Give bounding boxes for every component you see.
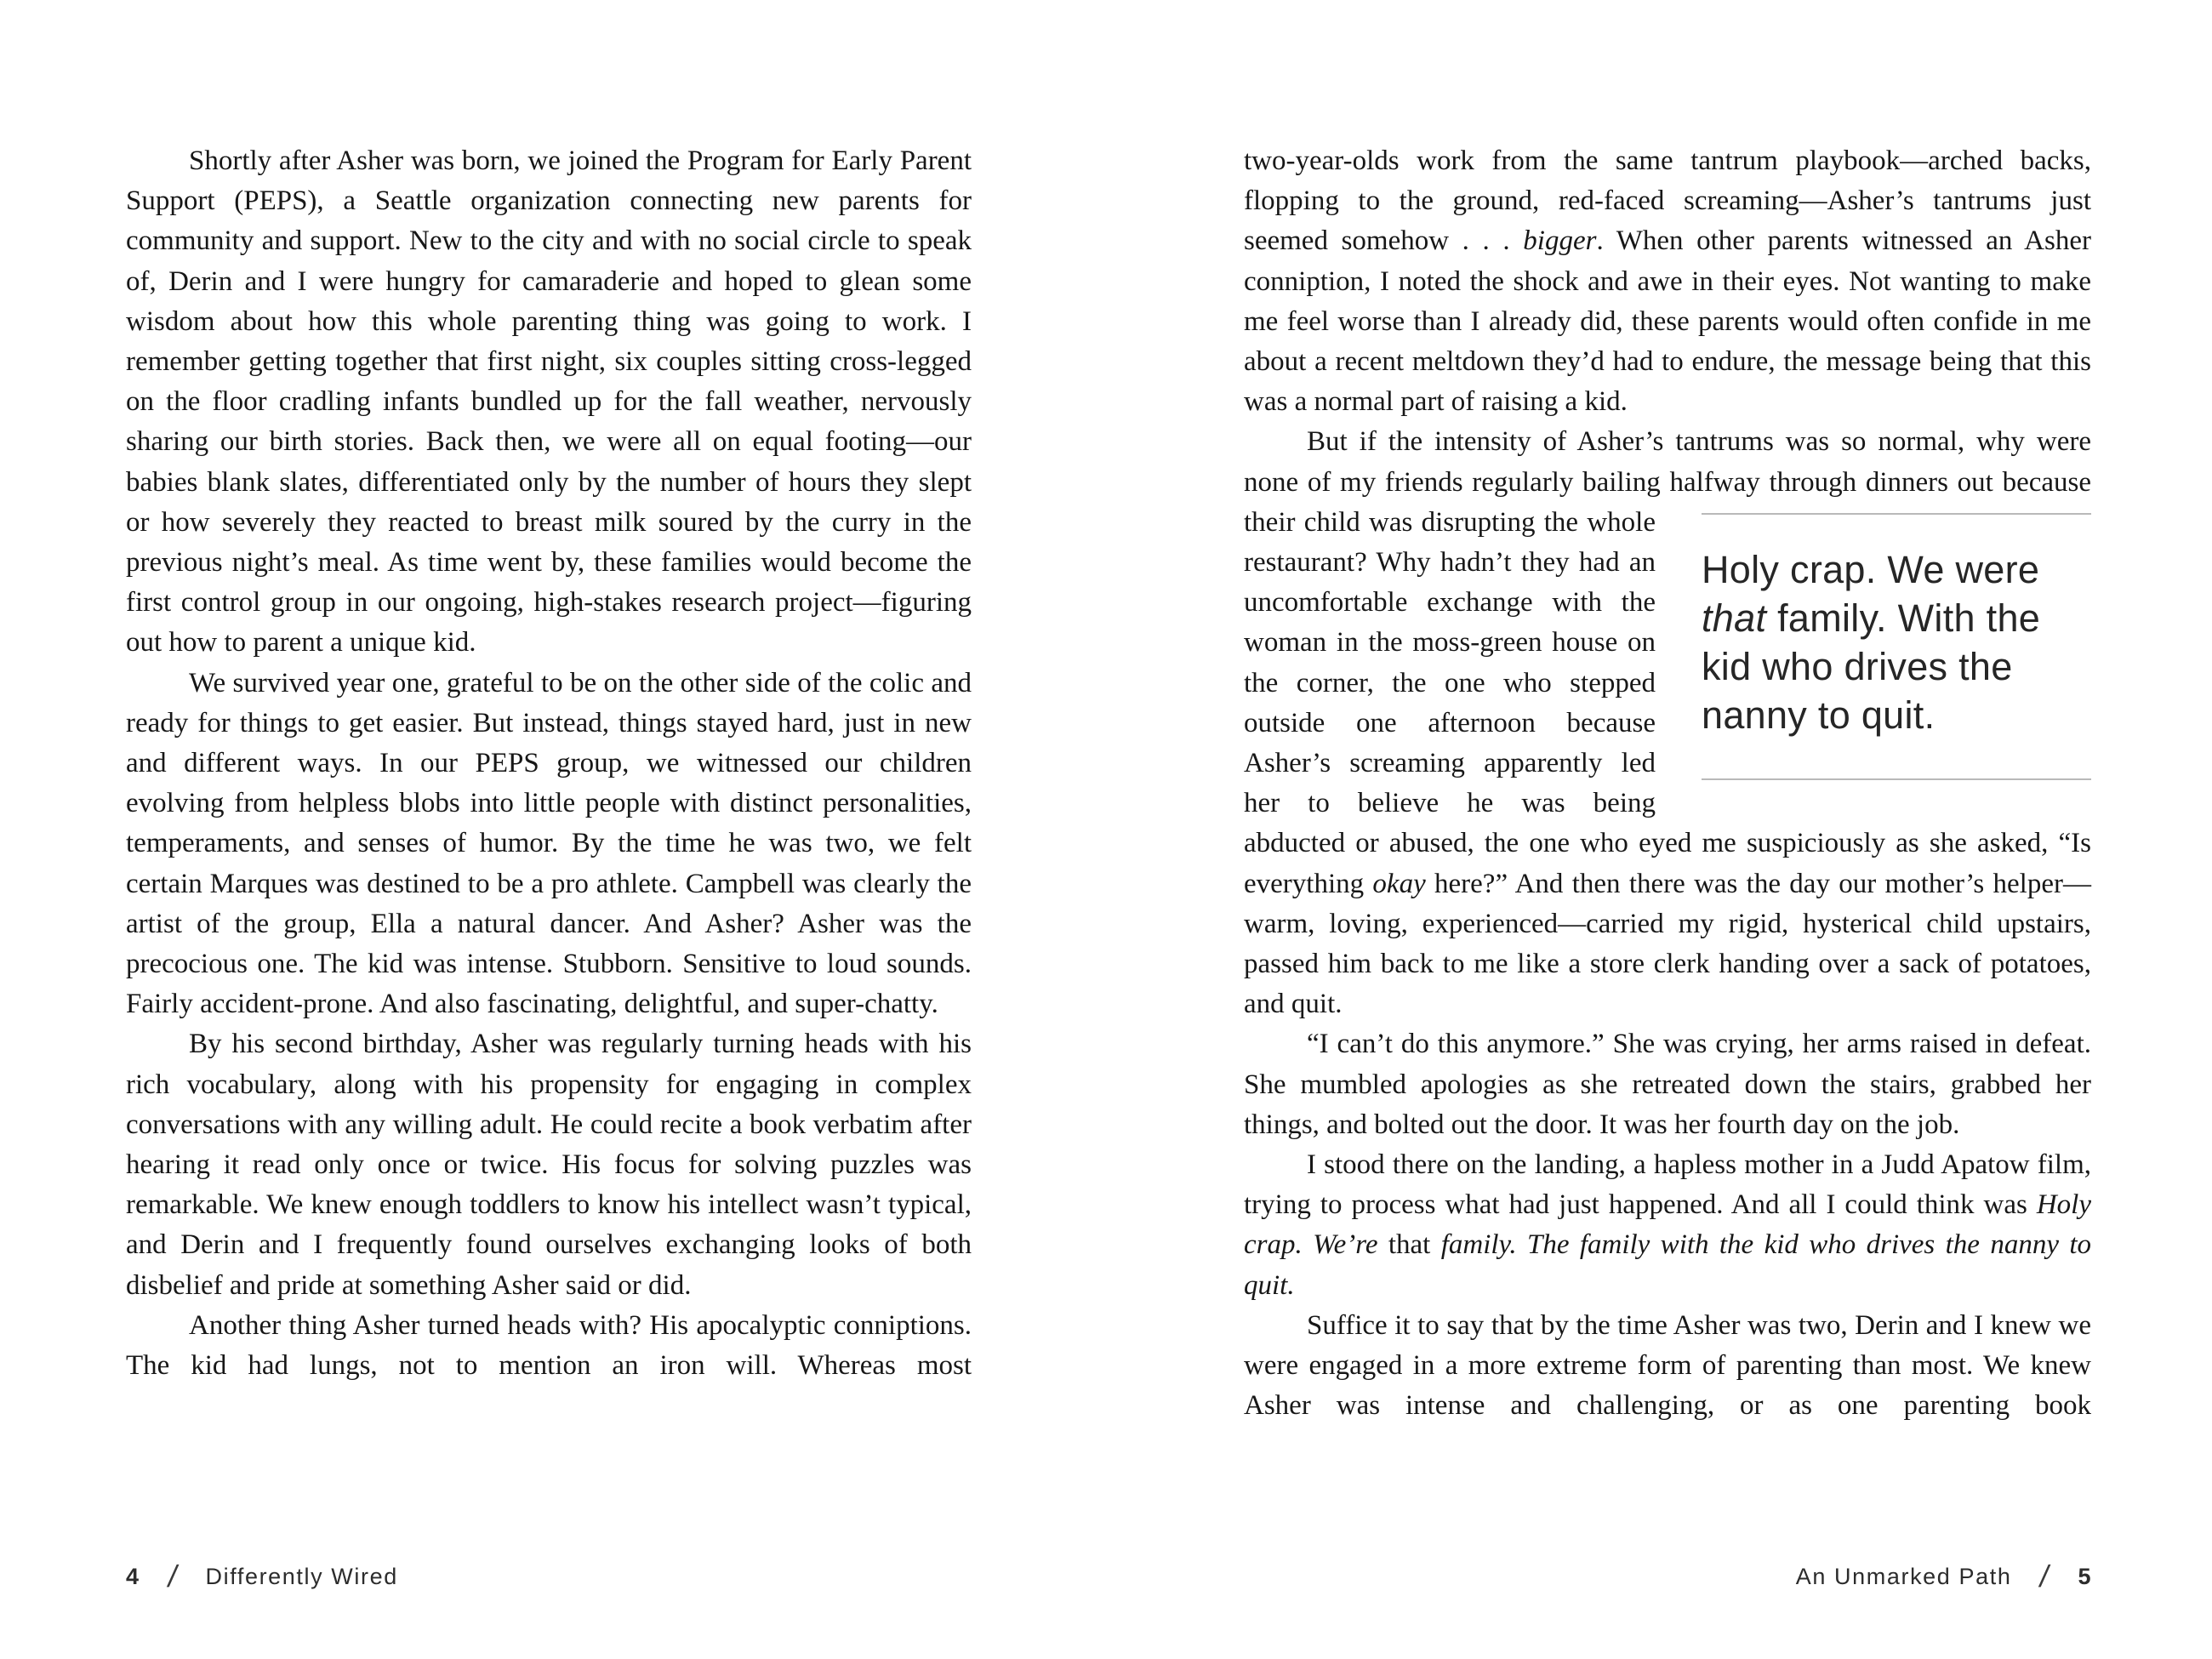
footer-right <box>1796 1560 2091 1593</box>
paragraph-text-segment: because their child was disrupting the whole restaurant? Why hadn’t they had an uncomfortable exchange with the woman in the moss-green house on the corner, the one who stepped outside one afternoon because Asher’s screaming apparently led her to believe he was being abducted or abused, the one who eyed me suspiciously as she asked, “Is everything okay here?” And then there was the day our mother’s helper—warm, loving, experienced—carried my rigid, hysterical child upstairs, passed him back to me like a store clerk handing over a sack of potatoes, and quit. <box>1244 466 2091 1020</box>
body-paragraph: Suffice it to say that by the time Asher was two, Derin and I knew we were engaged in a more extreme form of parenting than most. We knew Asher was intense and challenging, or as one parenting book <box>1244 1309 2091 1422</box>
body-paragraph: By his second birthday, Asher was regularly turning heads with his rich vocabulary, along with his propensity for engaging in complex conversations with any willing adult. He could recite a book verbatim after hearing it read only once or twice. His focus for solving puzzles was remarkable. We knew enough toddlers to know his intellect wasn’t typical, and Derin and I frequently found ourselves exchanging looks of both disbelief and pride at something Asher said or did. <box>126 1029 972 1301</box>
body-paragraph-with-pull-quote <box>1244 422 2091 1024</box>
pull-quote-text: Holy crap. We were that family. With the kid who drives the nanny to quit. <box>1702 547 2041 737</box>
page-number: 4 <box>126 1563 140 1589</box>
slash-separator-icon: / <box>2037 1559 2053 1593</box>
slash-separator-icon: / <box>165 1559 180 1593</box>
footer-left <box>126 1560 398 1593</box>
page-right-body <box>1244 141 2091 1427</box>
page-left-body <box>126 141 972 1386</box>
body-paragraph: “I can’t do this anymore.” She was crying, her arms raised in defeat. She mumbled apologies as she retreated down the stairs, grabbed her things, and bolted out the door. It was her fourth day on the job. <box>1244 1029 2091 1140</box>
paragraph-text-segment: But if the intensity of Asher’s tantrums was so normal, why were none of my friends regularly bailing halfway through dinners out <box>1244 426 2091 498</box>
body-paragraph: We survived year one, grateful to be on the other side of the colic and ready for things to get easier. But instead, things stayed hard, just in new and different ways. In our PEPS group, we witnessed our children evolving from helpless blobs into little people with distinct personalities, temperaments, and senses of humor. By the time he was two, we felt certain Marques was destined to be a pro athlete. Campbell was clearly the artist of the group, Ella a natural dancer. And Asher? Asher was the precocious one. The kid was intense. Stubborn. Sensitive to loud sounds. Fairly accident-prone. And also fascinating, delightful, and super-chatty. <box>126 667 972 1020</box>
body-paragraph: I stood there on the landing, a hapless mother in a Judd Apatow film, trying to process what had just happened. And all I could think was Holy crap. We’re that family. The family with the kid who drives the nanny to quit. <box>1244 1149 2091 1301</box>
body-paragraph: two-year-olds work from the same tantrum playbook—arched backs, flopping to the ground, red-faced screaming—Asher’s tantrums just seemed somehow . . . bigger. When other parents witnessed an Asher conniption, I noted the shock and awe in their eyes. Not wanting to make me feel worse than I already did, these parents would often confide in me about a recent meltdown they’d had to endure, the message being that this was a normal part of raising a kid. <box>1244 145 2091 418</box>
body-paragraph: Another thing Asher turned heads with? His apocalyptic conniptions. The kid had lungs, not to mention an iron will. Whereas most <box>126 1309 972 1382</box>
page-number: 5 <box>2078 1563 2091 1589</box>
pull-quote <box>1702 513 2091 780</box>
running-head-chapter-title: An Unmarked Path <box>1795 1563 2012 1589</box>
body-paragraph: Shortly after Asher was born, we joined the Program for Early Parent Support (PEPS), a Seattle organization connecting new parents for community and support. New to the city and with no social circle to speak of, Derin and I were hungry for camaraderie and hoped to glean some wisdom about how this whole parenting thing was going to work. I remember getting together that first night, six couples sitting cross-legged on the floor cradling infants bundled up for the fall weather, nervously sharing our birth stories. Back then, we were all on equal footing—our babies blank slates, differentiated only by the number of hours they slept or how severely they reacted to breast milk soured by the curry in the previous night’s meal. As time went by, these families would become the first control group in our ongoing, high-stakes research project—figuring out how to parent a unique kid. <box>126 145 972 658</box>
running-head-book-title: Differently Wired <box>205 1563 398 1589</box>
